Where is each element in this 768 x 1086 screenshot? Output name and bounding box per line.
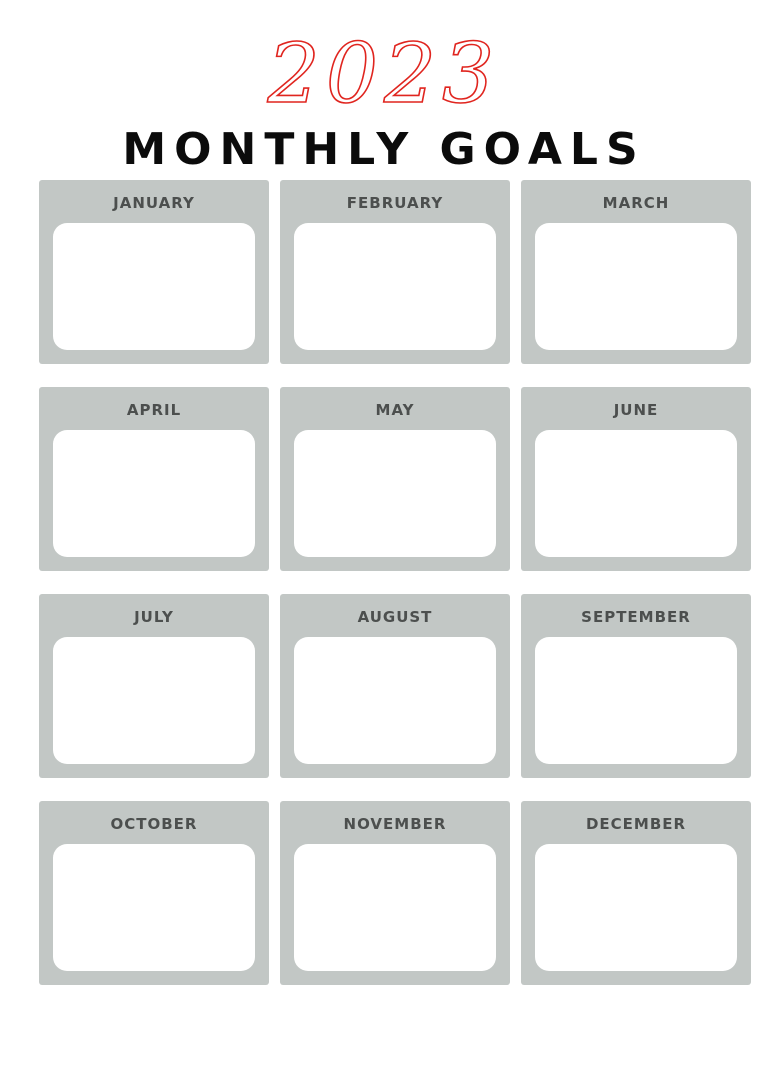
month-card-august	[280, 594, 510, 778]
month-card-july	[39, 594, 269, 778]
goal-writing-box[interactable]	[294, 223, 496, 350]
month-label: JULY	[134, 608, 174, 626]
month-label: MARCH	[602, 194, 670, 212]
year-script	[174, 24, 594, 120]
month-card-september	[521, 594, 751, 778]
goal-writing-box[interactable]	[294, 844, 496, 971]
goal-writing-box[interactable]	[535, 637, 737, 764]
months-grid	[39, 180, 751, 985]
month-card-january	[39, 180, 269, 364]
goal-writing-box[interactable]	[294, 637, 496, 764]
month-card-march	[521, 180, 751, 364]
year-heading	[0, 24, 768, 120]
goal-writing-box[interactable]	[53, 844, 255, 971]
goal-writing-box[interactable]	[535, 223, 737, 350]
goal-writing-box[interactable]	[294, 430, 496, 557]
goal-writing-box[interactable]	[53, 430, 255, 557]
year-text: 2023	[267, 27, 501, 120]
month-card-june	[521, 387, 751, 571]
month-label: NOVEMBER	[343, 815, 447, 833]
month-card-october	[39, 801, 269, 985]
month-label: APRIL	[126, 401, 182, 419]
month-label: MAY	[375, 401, 415, 419]
month-label: SEPTEMBER	[581, 608, 691, 626]
month-label: JANUARY	[113, 194, 195, 212]
month-label: JUNE	[613, 401, 659, 419]
goal-writing-box[interactable]	[53, 223, 255, 350]
month-card-december	[521, 801, 751, 985]
page-title: MONTHLY GOALS	[122, 124, 646, 175]
month-card-february	[280, 180, 510, 364]
goal-writing-box[interactable]	[535, 430, 737, 557]
goal-writing-box[interactable]	[53, 637, 255, 764]
month-label: FEBRUARY	[346, 194, 444, 212]
month-card-may	[280, 387, 510, 571]
month-card-november	[280, 801, 510, 985]
goal-writing-box[interactable]	[535, 844, 737, 971]
month-card-april	[39, 387, 269, 571]
month-label: AUGUST	[357, 608, 433, 626]
month-label: OCTOBER	[110, 815, 198, 833]
month-label: DECEMBER	[585, 815, 687, 833]
